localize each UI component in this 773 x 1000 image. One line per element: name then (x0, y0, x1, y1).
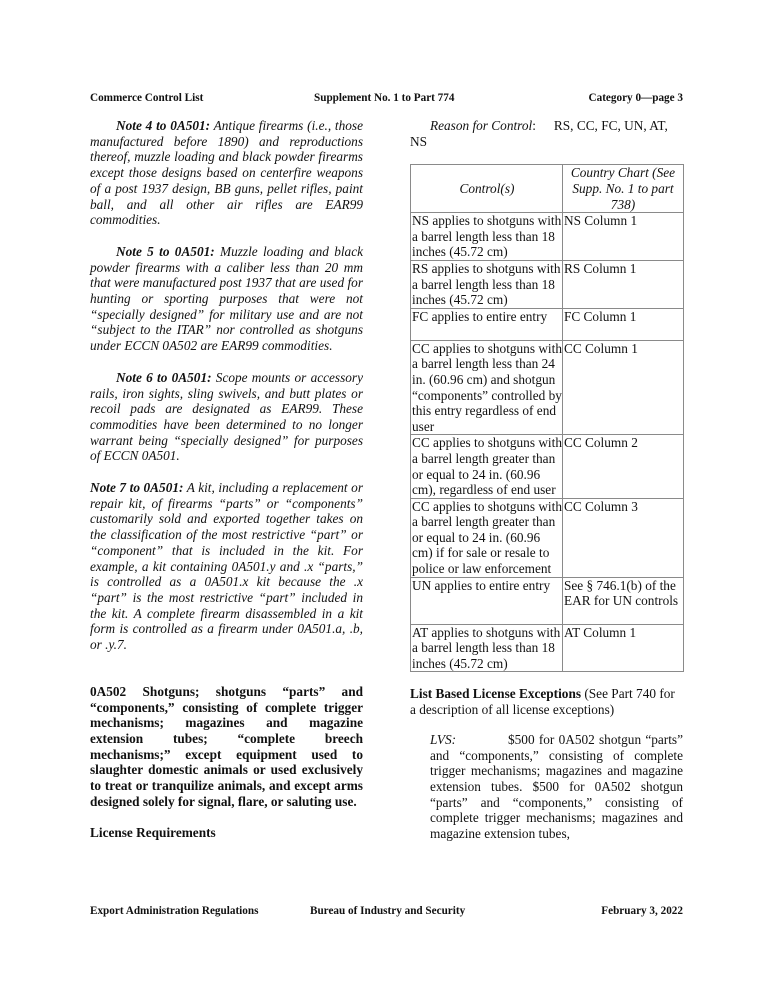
country-chart-cell: FC Column 1 (562, 308, 683, 340)
table-row (411, 340, 684, 435)
lvs-exception (430, 732, 683, 842)
header-page-number: Category 0—page 3 (588, 92, 683, 104)
list-based-exceptions-note: (See Part 740 for a description of all license exceptions) (410, 686, 675, 718)
note-5 (90, 244, 363, 354)
note-text: Scope mounts or accessory rails, iron sights, sling swivels, and butt plates or recoil pads are designated as EAR99. These commodities have been determined to no longer warrant being “specially designed” for purposes of ECCN 0A501. (90, 369, 364, 464)
control-table (410, 164, 684, 672)
list-based-exceptions-heading: List Based License Exceptions (410, 686, 582, 702)
control-cell: CC applies to shotguns with a barrel length greater than or equal to 24 in. (60.96 cm) if for sale or resale to police or law enforcement (412, 498, 562, 577)
right-column (410, 118, 683, 842)
note-4 (90, 118, 363, 228)
left-column (90, 118, 363, 841)
control-table-header (411, 165, 684, 213)
lvs-label: LVS: (430, 731, 457, 747)
country-chart-cell: AT Column 1 (562, 624, 683, 672)
lvs-text: $500 for 0A502 shotgun “parts” and “components,” consisting of complete trigger mechanisms; magazines and magazine extension tubes. $500 for 0A502 shotgun “parts” and “components,” consisting of complete trigger mechanisms; magazines and magazine extension tubes, (430, 731, 683, 842)
table-row (411, 498, 684, 577)
header-controls: Control(s) (411, 165, 563, 213)
license-requirements-heading: License Requirements (90, 825, 216, 841)
table-row (411, 260, 684, 308)
note-text: Antique firearms (i.e., those manufactured before 1890) and reproductions thereof, muzzle loading and black powder firearms except those designs based on centerfire weapons of a post 1937 design, BB guns, pellet rifles, paint ball, and all other air rifles are EAR99 commodities. (90, 118, 363, 228)
control-cell: FC applies to entire entry (411, 308, 563, 340)
note-7 (90, 480, 363, 653)
note-label: Note 6 to 0A501: (116, 369, 212, 385)
header-country-chart: Country Chart (See Supp. No. 1 to part 738) (562, 165, 683, 213)
footer-bureau: Bureau of Industry and Security (310, 905, 466, 917)
table-row (411, 308, 684, 340)
country-chart-cell: NS Column 1 (562, 213, 683, 261)
note-label: Note 7 to 0A501: (90, 480, 184, 496)
control-cell: RS applies to shotguns with a barrel length less than 18 inches (45.72 cm) (412, 260, 561, 308)
reason-for-control-value: RS, CC, FC, UN, AT, NS (410, 118, 668, 149)
control-cell: NS applies to shotguns with a barrel length less than 18 inches (45.72 cm) (412, 213, 562, 260)
reason-for-control (410, 118, 683, 149)
country-chart-cell: CC Column 3 (562, 498, 683, 577)
note-label: Note 4 to 0A501: (116, 118, 211, 133)
table-row (411, 213, 684, 261)
note-label: Note 5 to 0A501: (116, 243, 215, 259)
table-row (411, 435, 684, 498)
table-row (411, 577, 684, 624)
control-cell: CC applies to shotguns with a barrel length greater than or equal to 24 in. (60.96 cm), regardless of end user (412, 435, 562, 498)
country-chart-cell: CC Column 2 (562, 435, 683, 498)
list-based-license-exceptions (410, 686, 683, 717)
note-6 (90, 370, 363, 464)
table-row (411, 624, 684, 672)
control-cell: UN applies to entire entry (411, 577, 563, 624)
header-document-title: Commerce Control List (90, 92, 204, 104)
footer-regulations: Export Administration Regulations (90, 905, 259, 917)
note-text: A kit, including a replacement or repair kit, of firearms “parts” or “components” customarily sold and exported together takes on the classification of the most restrictive “part” or “component” that is included in the kit. For example, a kit containing 0A501.y and .x “parts,” is controlled as a 0A501.x kit because the .x “part” is the most restrictive “part” included in the kit. A complete firearm disassembled in a kit form is controlled as a firearm under 0A501.a, .b, or .y.7. (90, 480, 364, 653)
reason-for-control-colon: : (532, 118, 536, 133)
country-chart-cell: See § 746.1(b) of the EAR for UN controls (562, 577, 683, 624)
country-chart-cell: RS Column 1 (562, 260, 683, 308)
control-cell: CC applies to shotguns with a barrel length less than 24 in. (60.96 cm) and shotgun “components” controlled by this entry regardless of end user (412, 340, 562, 434)
eccn-entry-heading: 0A502 Shotguns; shotguns “parts” and “components,” consisting of complete trigger mechanisms; magazines and magazine extension tubes; “complete breech mechanisms;” except equipment used to slaughter domestic animals or used exclusively to treat or tranquilize animals, and except arms designed solely for signal, flare, or saluting use. (90, 683, 363, 809)
country-chart-cell: CC Column 1 (562, 340, 683, 435)
note-text: Muzzle loading and black powder firearms with a caliber less than 20 mm that were manufactured post 1937 that are used for hunting or sporting purposes that were not “specially designed” for military use and are not “subject to the ITAR” nor controlled as shotguns under ECCN 0A502 are EAR99 commodities. (90, 243, 363, 354)
reason-for-control-label: Reason for Control (430, 118, 533, 133)
header-supplement: Supplement No. 1 to Part 774 (314, 92, 455, 104)
footer-date: February 3, 2022 (601, 905, 683, 917)
control-cell: AT applies to shotguns with a barrel length less than 18 inches (45.72 cm) (411, 624, 563, 672)
